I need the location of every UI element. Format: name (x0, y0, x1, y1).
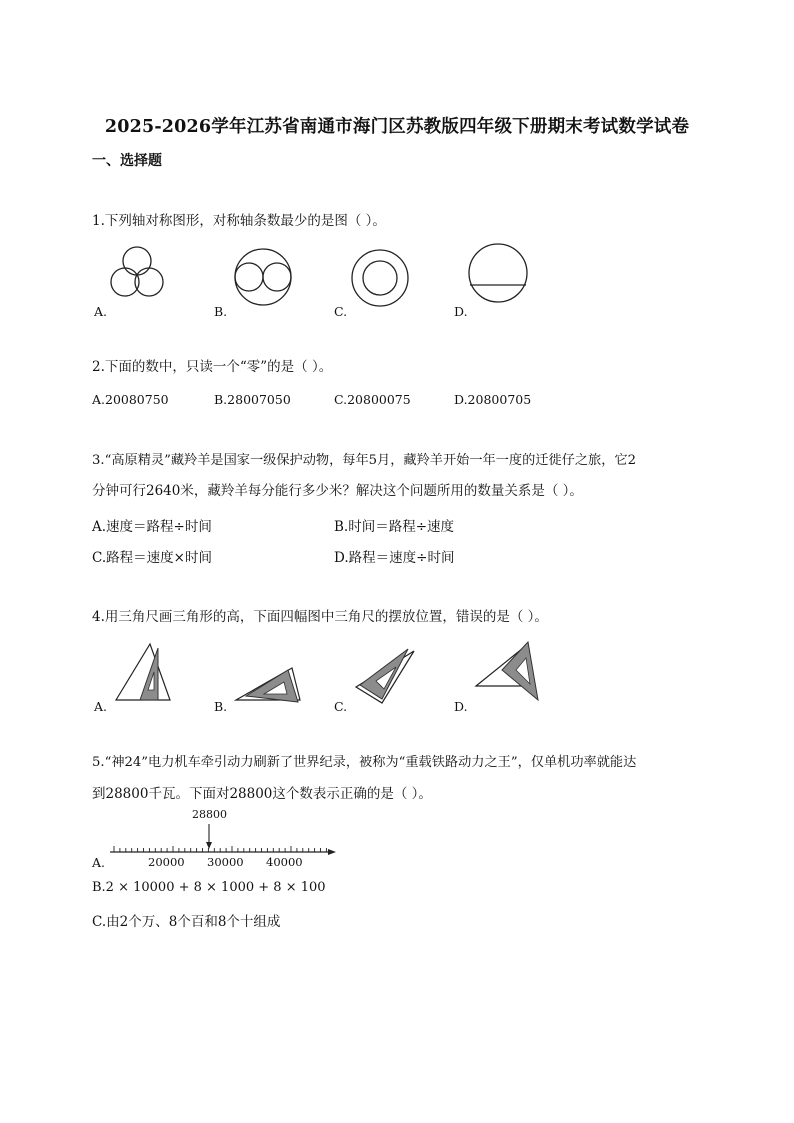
q1-option-d: D. (454, 304, 468, 319)
q2-option-a: A.20080750 (92, 392, 169, 407)
triangle-ruler-figure-a (112, 642, 172, 704)
number-line-marker-arrowhead (206, 842, 212, 849)
page-title: 2025-2026学年江苏省南通市海门区苏教版四年级下册期末考试数学试卷 (104, 117, 690, 137)
number-line-tick-label-3: 40000 (266, 855, 303, 869)
q3-option-a: A.速度＝路程÷时间 (92, 519, 212, 535)
q5-option-b: B.2 × 10000 + 8 × 1000 + 8 × 100 (92, 880, 326, 895)
q5-option-a: A. (92, 855, 106, 870)
question-4-stem: 4.用三角尺画三角形的高，下面四幅图中三角尺的摆放位置，错误的是（ ）。 (92, 609, 548, 625)
q4-option-a: A. (94, 699, 108, 714)
section-heading: 一、选择题 (92, 153, 162, 169)
circle-with-chord-figure (467, 243, 531, 307)
q4-option-d: D. (454, 699, 468, 714)
q4-option-c: C. (334, 699, 348, 714)
q3-option-c: C.路程＝速度×时间 (92, 550, 212, 566)
q3-option-b: B.时间＝路程÷速度 (334, 519, 455, 535)
q1-option-a: A. (94, 304, 108, 319)
q2-option-c: C.20800075 (334, 392, 411, 407)
q1-option-c: C. (334, 304, 348, 319)
triangle-ruler-figure-b (232, 660, 304, 706)
number-line-marker-label: 28800 (192, 808, 227, 821)
number-line-tick-label-1: 20000 (148, 855, 185, 869)
question-5-stem-line2: 到28800千瓦。下面对28800这个数表示正确的是（ ）。 (92, 786, 432, 802)
q5-option-c: C.由2个万、8个百和8个十组成 (92, 914, 281, 930)
triangle-ruler-figure-d (472, 640, 542, 704)
q4-option-b: B. (214, 699, 228, 714)
three-circles-figure (110, 245, 170, 305)
question-1-stem: 1.下列轴对称图形，对称轴条数最少的是图（ ）。 (92, 213, 386, 229)
number-line-ticks (114, 846, 326, 852)
q2-option-d: D.20800705 (454, 392, 532, 407)
number-line-tick-label-2: 30000 (207, 855, 244, 869)
number-line (100, 820, 340, 860)
number-line-arrowhead (328, 849, 336, 855)
q1-option-b: B. (214, 304, 228, 319)
question-3-stem-line1: 3.“高原精灵”藏羚羊是国家一级保护动物，每年5月，藏羚羊开始一年一度的迁徙仔之旅，它2 (92, 453, 636, 468)
question-2-stem: 2.下面的数中，只读一个“零”的是（ ）。 (92, 359, 333, 375)
question-5-stem-line1: 5.“神24”电力机车牵引动力刷新了世界纪录，被称为“重载铁路动力之王”，仅单机功率就能达 (92, 755, 637, 770)
q2-option-b: B.28007050 (214, 392, 291, 407)
two-circles-in-circle-figure (233, 247, 295, 309)
question-3-stem-line2: 分钟可行2640米，藏羚羊每分能行多少米？解决这个问题所用的数量关系是（ ）。 (92, 483, 583, 499)
concentric-circles-figure (350, 248, 412, 310)
triangle-ruler-figure-c (352, 645, 422, 705)
q3-option-d: D.路程＝速度÷时间 (334, 550, 455, 566)
